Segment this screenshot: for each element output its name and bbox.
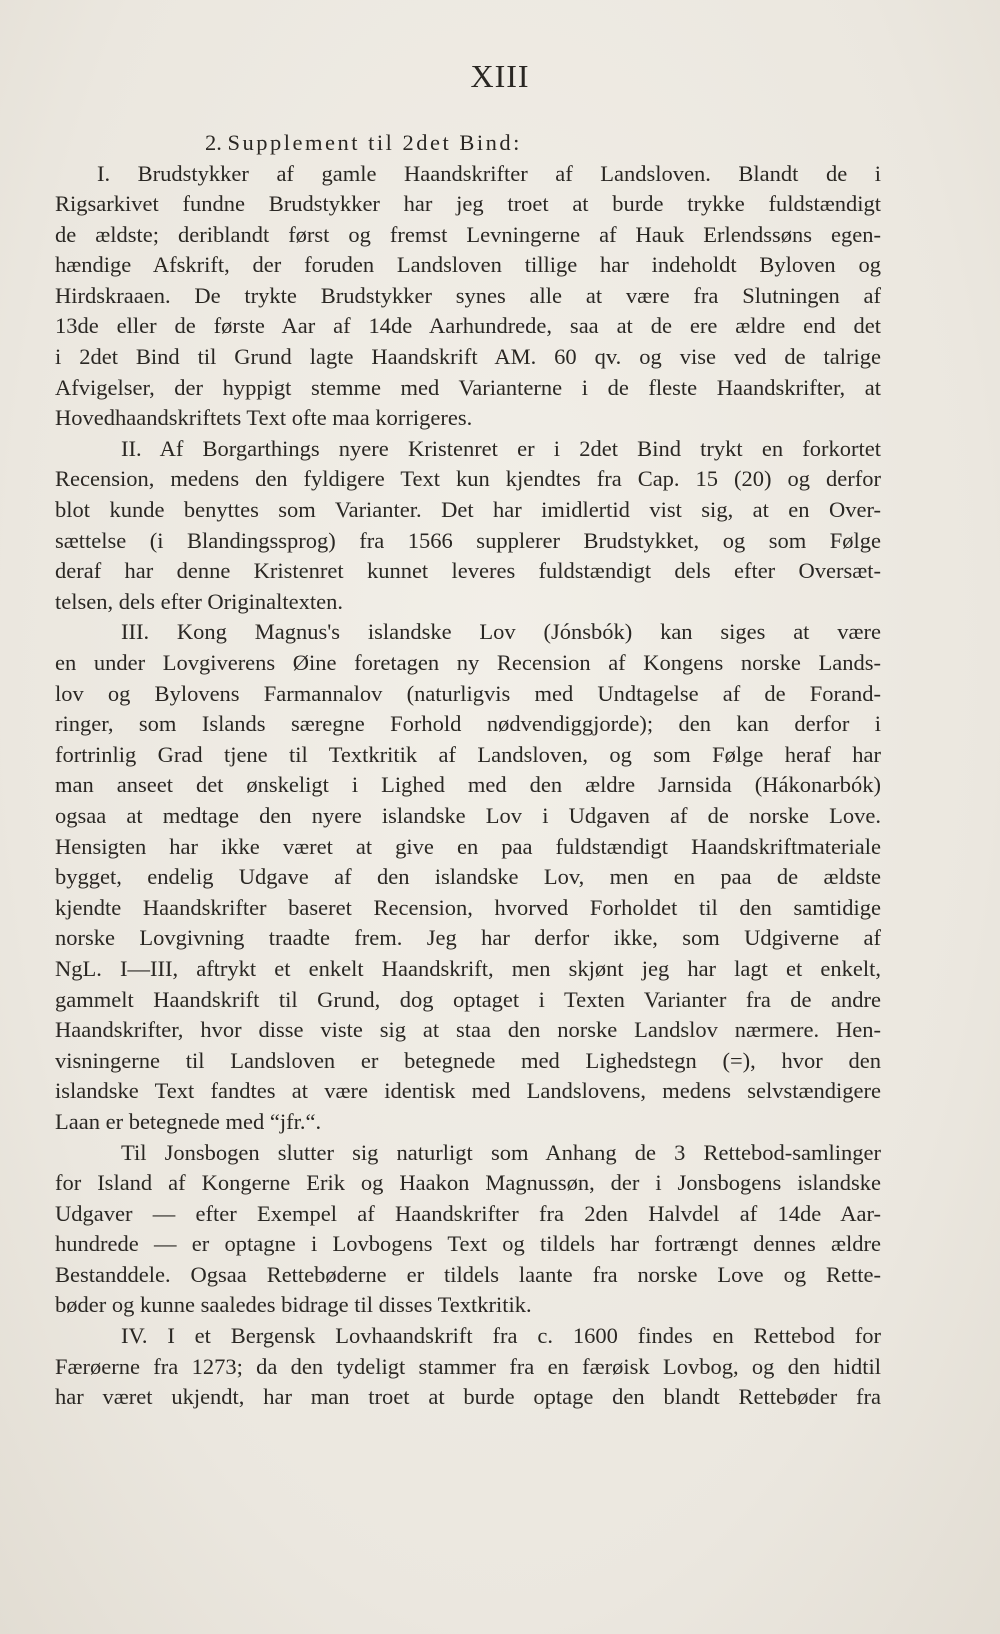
text-line: Rigsarkivet fundne Brudstykker har jeg troet at burde trykke fuldstændigt — [55, 191, 881, 217]
text-line: de ældste; deriblandt først og fremst Levningerne af Hauk Erlendssøns egen- — [55, 221, 881, 247]
text-line: Hensigten har ikke været at give en paa fuldstændigt Haandskriftmateriale — [55, 833, 881, 859]
body-text — [55, 128, 881, 1413]
text-line: bøder og kunne saaledes bidrage til disses Textkritik. — [55, 1292, 532, 1318]
text-line: gammelt Haandskrift til Grund, dog optaget i Texten Varianter fra de andre — [55, 986, 881, 1012]
text-line: for Island af Kongerne Erik og Haakon Magnussøn, der i Jonsbogens islandske — [55, 1170, 881, 1196]
text-line: IV. I et Bergensk Lovhaandskrift fra c. 1600 findes en Rettebod for — [121, 1323, 881, 1349]
text-line: II. Af Borgarthings nyere Kristenret er i 2det Bind trykt en forkortet — [121, 435, 881, 461]
text-line: Recension, medens den fyldigere Text kun kjendtes fra Cap. 15 (20) og derfor — [55, 466, 881, 492]
text-line: 13de eller de første Aar af 14de Aarhundrede, saa at de ere ældre end det — [55, 313, 881, 339]
text-line: har været ukjendt, har man troet at burde optage den blandt Rettebøder fra — [55, 1384, 881, 1410]
text-line: Laan er betegnede med “jfr.“. — [55, 1108, 322, 1134]
text-line: norske Lovgivning traadte frem. Jeg har derfor ikke, som Udgiverne af — [55, 925, 881, 951]
text-line: deraf har denne Kristenret kunnet leveres fuldstændigt dels efter Oversæt- — [55, 558, 881, 584]
text-line: kjendte Haandskrifter baseret Recension, hvorved Forholdet til den samtidige — [55, 894, 881, 920]
text-line: bygget, endelig Udgave af den islandske Lov, men en paa de ældste — [55, 864, 881, 890]
text-line: fortrinlig Grad tjene til Textkritik af Landsloven, og som Følge heraf har — [55, 741, 881, 767]
text-line: en under Lovgiverens Øine foretagen ny Recension af Kongens norske Lands- — [55, 650, 881, 675]
text-line: Hovedhaandskriftets Text ofte maa korrigeres. — [55, 405, 473, 431]
text-line: telsen, dels efter Originaltexten. — [55, 588, 344, 614]
text-line: lov og Bylovens Farmannalov (naturligvis med Undtagelse af de Forand- — [55, 680, 881, 706]
text-line: hundrede — er optagne i Lovbogens Text og tildels har fortrængt dennes ældre — [55, 1231, 881, 1257]
text-line: Færøerne fra 1273; da den tydeligt stammer fra en færøisk Lovbog, og den hidtil — [55, 1353, 881, 1379]
section-number: 2. — [205, 130, 222, 155]
text-line: Bestanddele. Ogsaa Rettebøderne er tildels laante fra norske Love og Rette- — [55, 1261, 881, 1287]
section-heading — [55, 128, 881, 159]
section-title: Supplement til 2det Bind: — [227, 130, 522, 155]
text-line: ogsaa at medtage den nyere islandske Lov i Udgaven af de norske Love. — [55, 802, 881, 828]
text-line: visningerne til Landsloven er betegnede med Lighedstegn (=), hvor den — [55, 1047, 881, 1073]
text-line: Til Jonsbogen slutter sig naturligt som Anhang de 3 Rettebod-samlinger — [121, 1139, 881, 1165]
text-line: islandske Text fandtes at være identisk med Landslovens, medens selvstændigere — [55, 1078, 881, 1104]
text-line: Haandskrifter, hvor disse viste sig at staa den norske Landslov nærmere. Hen- — [55, 1017, 881, 1043]
text-line: hændige Afskrift, der foruden Landsloven tillige har indeholdt Byloven og — [55, 252, 881, 278]
text-line: III. Kong Magnus's islandske Lov (Jónsbók) kan siges at være — [121, 619, 881, 645]
page-number: XIII — [470, 58, 530, 94]
text-line: I. Brudstykker af gamle Haandskrifter af Landsloven. Blandt de i — [97, 160, 881, 186]
text-line: ringer, som Islands særegne Forhold nødvendiggjorde); den kan derfor i — [55, 711, 881, 737]
text-line: i 2det Bind til Grund lagte Haandskrift AM. 60 qv. og vise ved de talrige — [55, 344, 881, 370]
text-line: NgL. I—III, aftrykt et enkelt Haandskrift, men skjønt jeg har lagt et enkelt, — [55, 955, 881, 981]
text-line: man anseet det ønskeligt i Lighed med den ældre Jarnsida (Hákonarbók) — [55, 772, 881, 798]
text-line: Afvigelser, der hyppigt stemme med Varianterne i de fleste Haandskrifter, at — [55, 374, 881, 400]
text-line: Udgaver — efter Exempel af Haandskrifter fra 2den Halvdel af 14de Aar- — [55, 1200, 881, 1226]
text-line: blot kunde benyttes som Varianter. Det har imidlertid vist sig, at en Over- — [55, 497, 881, 523]
text-line: Hirdskraaen. De trykte Brudstykker synes alle at være fra Slutningen af — [55, 282, 881, 308]
text-line: sættelse (i Blandingssprog) fra 1566 supplerer Brudstykket, og som Følge — [55, 527, 881, 553]
